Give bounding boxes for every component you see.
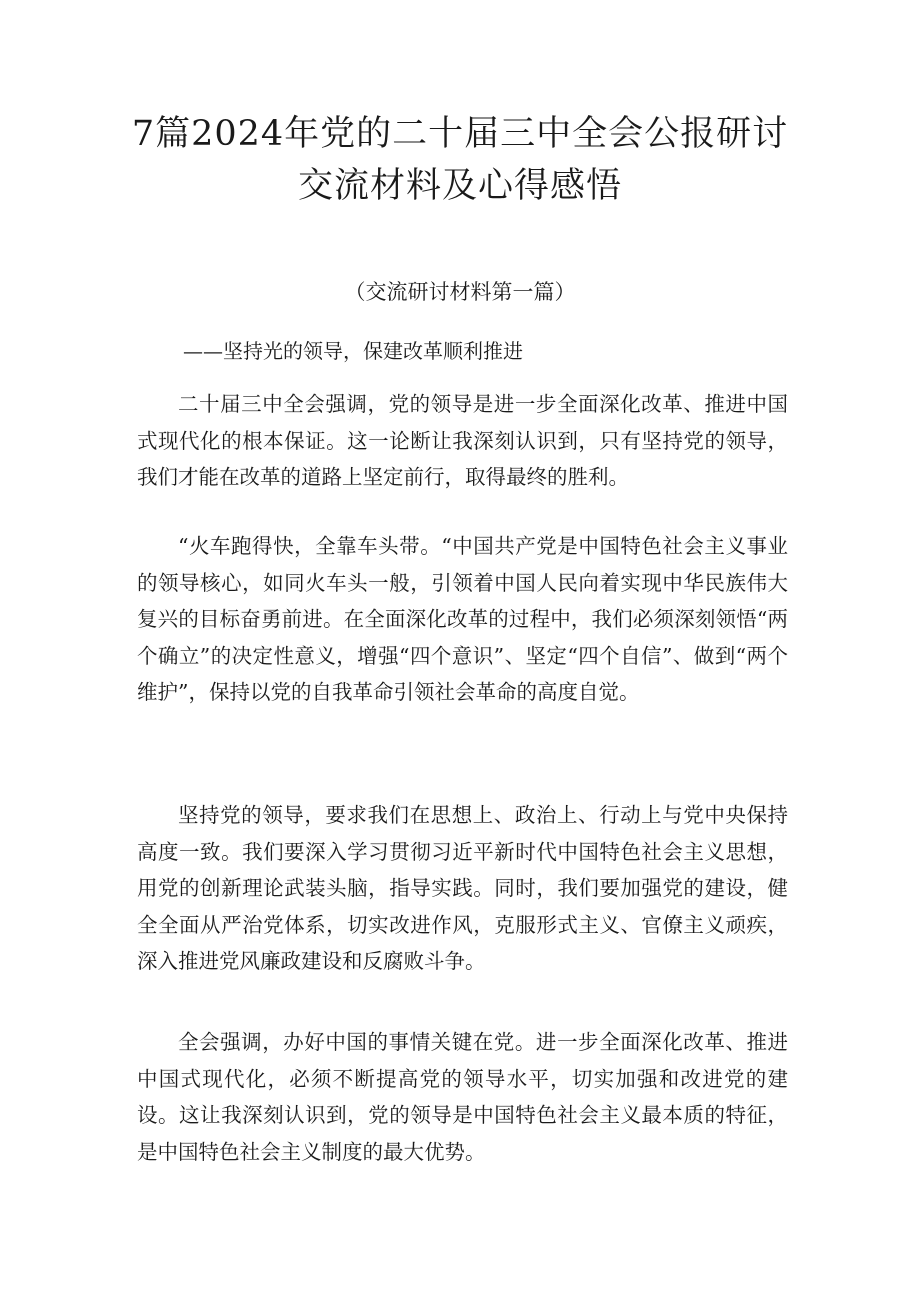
paragraph-4: 全会强调，办好中国的事情关键在党。进一步全面深化改革、推进中国式现代化，必须不断提高党的领导水平，切实加强和改进党的建设。这让我深刻认识到，党的领导是中国特色社会主义最本质的特征，是中国特色社会主义制度的最大优势。 <box>137 1030 788 1164</box>
document-title-line-1: 7篇2024年党的二十届三中全会公报研讨 <box>131 114 789 154</box>
paragraph-1: 二十届三中全会强调，党的领导是进一步全面深化改革、推进中国式现代化的根本保证。这一论断让我深刻认识到，只有坚持党的领导，我们才能在改革的道路上坚定前行，取得最终的胜利。 <box>137 392 788 489</box>
paragraph-3: 坚持党的领导，要求我们在思想上、政治上、行动上与党中央保持高度一致。我们要深入学习贯彻习近平新时代中国特色社会主义思想，用党的创新理论武装头脑，指导实践。同时，我们要加强党的建设，健全全面从严治党体系，切实改进作风，克服形式主义、官僚主义顽疾，深入推进党风廉政建设和反腐败斗争。 <box>137 803 788 973</box>
paragraph-2: “火车跑得快，全靠车头带。“中国共产党是中国特色社会主义事业的领导核心，如同火车头一般，引领着中国人民向着实现中华民族伟大复兴的目标奋勇前进。在全面深化改革的过程中，我们必须深刻领悟“两个确立”的决定性意义，增强“四个意识”、坚定“四个自信”、做到“两个维护”，保持以党的自我革命引领社会革命的高度自觉。 <box>137 534 788 704</box>
document-title-line-2: 交流材料及心得感悟 <box>297 166 622 206</box>
section-lead: ——坚持光的领导，保建改革顺利推进 <box>183 339 523 363</box>
section-subtitle: （交流研讨材料第一篇） <box>344 280 576 304</box>
